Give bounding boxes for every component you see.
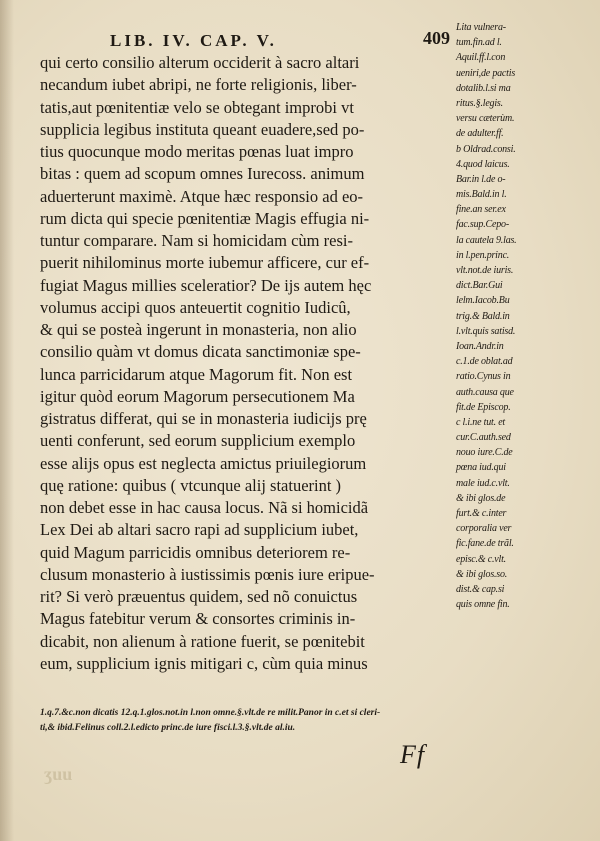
text-line: non debet esse in hac causa locus. Nã si homicidã bbox=[40, 498, 369, 517]
text-line: bitas : quem ad scopum omnes Iurecoss. animum bbox=[40, 164, 365, 184]
margin-note: Bar.in l.de o- bbox=[456, 173, 506, 185]
margin-note: in l.pen.princ. bbox=[456, 249, 510, 261]
text-line: consilio quàm vt domus dicata sanctimoniæ spe- bbox=[40, 342, 361, 362]
margin-note: la cautela 9.las. bbox=[456, 234, 517, 246]
text-line: esse alijs opus est neglecta amictus priuilegiorum bbox=[40, 453, 367, 473]
margin-note: 4.quod laicus. bbox=[456, 158, 510, 170]
gutter-shadow bbox=[0, 0, 14, 841]
footnote-line: 1.q.7.&c.non dicatis 12.q.1.glos.not.in l.non omne.§.vlt.de re milit.Panor in c.et si cleri- bbox=[40, 708, 381, 718]
text-line: necandum iubet abripi, ne forte religionis, liber- bbox=[40, 75, 357, 95]
margin-note: dist.& cap.si bbox=[456, 583, 505, 595]
margin-note: Ioan.Andr.in bbox=[456, 340, 504, 352]
text-line: uenti conferunt, sed eorum supplicium exemplo bbox=[40, 431, 356, 451]
margin-note: & ibi glos.de bbox=[456, 492, 506, 504]
text-line: qui certo consilio alterum occiderit à sacro altari bbox=[40, 53, 360, 72]
margin-note: lelm.Iacob.Bu bbox=[456, 295, 510, 307]
signature-mark: Ff bbox=[400, 740, 426, 769]
margin-note: fit.de Episcop. bbox=[456, 401, 511, 413]
margin-note: l.vlt.quis satisd. bbox=[456, 325, 516, 337]
text-line: & qui se posteà ingerunt in monasteria, non alio bbox=[40, 320, 357, 339]
margin-note: cur.C.auth.sed bbox=[456, 432, 511, 444]
margin-note: Lita vulnera- bbox=[456, 22, 506, 33]
margin-note: furt.& c.inter bbox=[456, 508, 507, 519]
text-line: aduerterunt maximè. Atque hæc responsio ad eo- bbox=[40, 186, 364, 206]
text-line: gistratus differat, qui se in monasteria iudicijs prę bbox=[40, 409, 367, 428]
margin-note: male iud.c.vlt. bbox=[456, 477, 510, 489]
text-line: rum dicta qui specie pœnitentiæ Magis effugia ni- bbox=[40, 208, 370, 228]
margin-note: dotalib.l.si ma bbox=[456, 82, 511, 94]
margin-note: trig.& Bald.in bbox=[456, 310, 510, 322]
main-text-block bbox=[40, 52, 455, 675]
margin-note: c l.i.ne tut. et bbox=[456, 416, 506, 428]
text-line: tatis,aut pœnitentiæ velo se obtegant improbi vt bbox=[40, 97, 354, 117]
text-line: Lex Dei ab altari sacro rapi ad supplicium iubet, bbox=[40, 520, 359, 540]
margin-note: de adulter.ff. bbox=[456, 128, 504, 140]
margin-note: & ibi glos.so. bbox=[456, 568, 508, 580]
margin-note: nouo iure.C.de bbox=[456, 447, 513, 459]
margin-note: vlt.not.de iuris. bbox=[456, 265, 514, 276]
text-line: Magus fatebitur verum & consortes criminis in- bbox=[40, 609, 356, 629]
text-line: tius quocunque modo meritas pœnas luat impro bbox=[40, 142, 354, 161]
margin-note: versu cæterùm. bbox=[456, 113, 515, 125]
text-line: eum, supplicium ignis mitigari c, cùm quia minus bbox=[40, 653, 368, 673]
text-line: lunca parricidarum atque Magorum fit. Non est bbox=[40, 364, 353, 384]
margin-note: ritus.§.legis. bbox=[456, 97, 503, 109]
margin-note: b Oldrad.consi. bbox=[456, 143, 516, 155]
margin-note: corporalia ver bbox=[456, 523, 512, 535]
margin-note: ratio.Cynus in bbox=[456, 371, 511, 383]
bleed-through-mark: ʒuu bbox=[44, 764, 73, 784]
running-head: LIB. IV. CAP. V. bbox=[110, 31, 277, 50]
margin-note: fine.an ser.ex bbox=[456, 204, 506, 216]
text-line: rit? Si verò præuentus quidem, sed nõ conuictus bbox=[40, 587, 358, 606]
marginal-notes bbox=[456, 20, 596, 612]
text-line: quę ratione: quibus ( vtcunque alij statuerint ) bbox=[40, 475, 342, 495]
page-number: 409 bbox=[423, 28, 450, 48]
text-line: tuntur comparare. Nam si homicidam cùm resi- bbox=[40, 231, 353, 250]
margin-note: auth.causa que bbox=[456, 386, 514, 398]
text-line: clusum monasterio à iustissimis pœnis iure eripue- bbox=[40, 564, 375, 584]
margin-note: fic.fane.de trãl. bbox=[456, 538, 514, 550]
footnotes bbox=[40, 706, 580, 736]
text-line: quid Magum parricidis omnibus deteriorem re- bbox=[40, 542, 351, 562]
text-line: igitur quòd eorum Magorum persecutionem Ma bbox=[40, 386, 355, 406]
text-line: dicabit, non alienum à ratione fuerit, se pœnitebit bbox=[40, 631, 365, 651]
page-header bbox=[110, 28, 450, 52]
text-line: supplicia legibus instituta queant euadere,sed po- bbox=[40, 119, 365, 139]
footnote-line: ti,& ibid.Felinus coll.2.l.edicto princ.de iure fisci.l.3.§.vlt.de al.iu. bbox=[40, 723, 296, 733]
text-line: fugiat Magus millies sceleratior? De ijs autem hęc bbox=[40, 275, 372, 295]
margin-note: fac.sup.Cepo- bbox=[456, 219, 509, 231]
margin-note: episc.& c.vlt. bbox=[456, 553, 506, 565]
margin-note: mis.Bald.in l. bbox=[456, 189, 507, 201]
margin-note: quis omne fin. bbox=[456, 599, 510, 611]
margin-note: pœna iud.qui bbox=[456, 462, 506, 474]
margin-note: Aquil.ff.l.con bbox=[456, 52, 506, 64]
margin-note: dict.Bar.Gui bbox=[456, 280, 503, 292]
margin-note: ueniri,de pactis bbox=[456, 67, 516, 79]
margin-note: tum.fin.ad l. bbox=[456, 37, 502, 49]
text-line: puerit nihilominus morte iubemur afficere, cur ef- bbox=[40, 253, 370, 273]
text-line: volumus accipi quos anteuertit cognitio Iudicû, bbox=[40, 297, 351, 317]
margin-note: c.1.de oblat.ad bbox=[456, 356, 513, 368]
